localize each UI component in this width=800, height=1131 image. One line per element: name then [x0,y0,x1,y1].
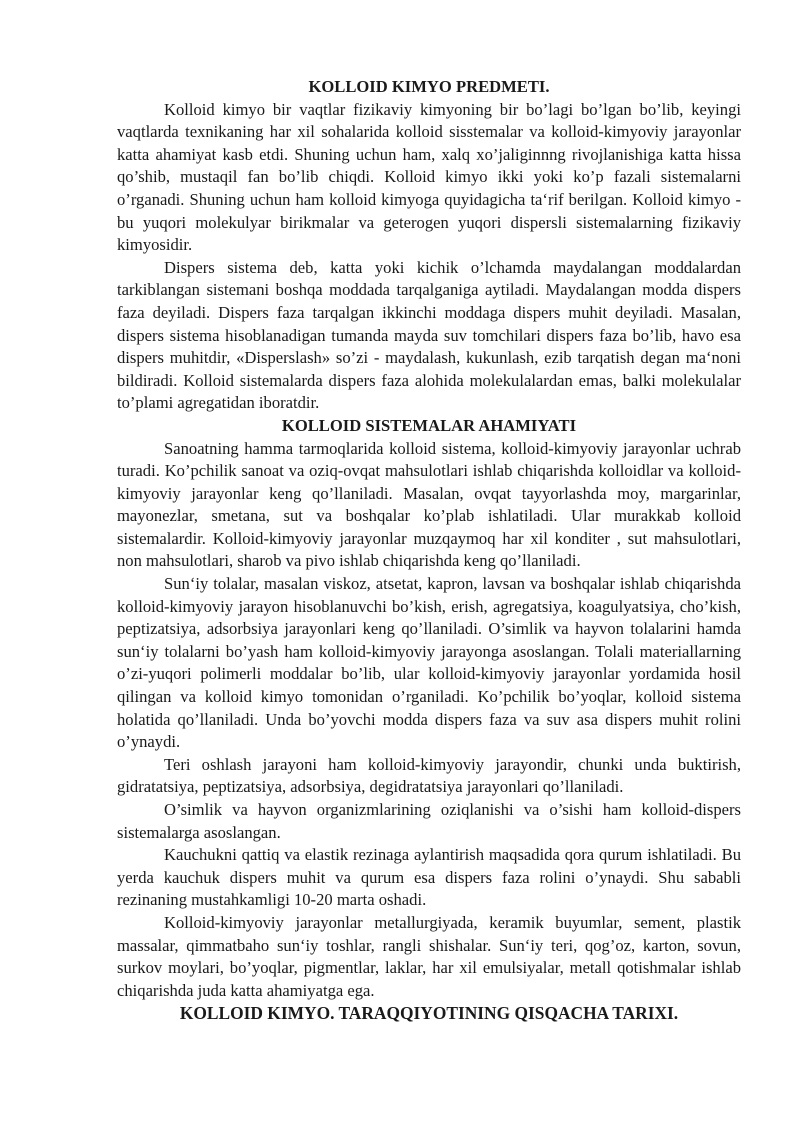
paragraph: Kolloid kimyo bir vaqtlar fizikaviy kimyoning bir bo’lagi bo’lgan bo’lib, keyingi vaqtlarda texnikaning har xil sohalarida kolloid sisstemalar va kolloid-kimyoviy jarayonlar katta ahamiyat kasb etdi. Shuning uchun ham, xalq xo’jaliginnng rivojlanishiga katta hissa qo’shib, mustaqil fan bo’lib chiqdi. Kolloid kimyo ikki yoki ko’p fazali sistemalarni o’rganadi. Shuning uchun ham kolloid kimyoga quyidagicha ta‘rif berilgan. Kolloid kimyo - bu yuqori molekulyar birikmalar va geterogen yuqori dispersli sistemalarning fizikaviy kimyosidir. [117,99,741,255]
page-title: KOLLOID KIMYO PREDMETI. [308,77,550,96]
section-title: KOLLOID SISTEMALAR AHAMIYATI [281,415,577,435]
paragraph: O’simlik va hayvon organizmlarining oziqlanishi va o’sishi ham kolloid-dispers sistemalarga asoslangan. [117,800,741,842]
paragraph: Sanoatning hamma tarmoqlarida kolloid sistema, kolloid-kimyoviy jarayonlar uchrab turadi. Ko’pchilik sanoat va oziq-ovqat mahsulotlari ishlab chiqarishda kolloidlar va kolloid-kimyoviy jarayonlar keng qo’llaniladi. Masalan, ovqat tayyorlashda moy, margarinlar, mayonezlar, smetana, sut va boshqalar ko’plab ishlatiladi. Ular murakkab kolloid sistemalardir. Kolloid-kimyoviy jarayonlar muzqaymoq har xil konditer , sut mahsulotlari, non mahsulotlari, sharob va pivo ishlab chiqarishda keng qo’llaniladi. [117,438,741,571]
paragraph: Sun‘iy tolalar, masalan viskoz, atsetat, kapron, lavsan va boshqalar ishlab chiqarishda kolloid-kimyoviy jarayon hisoblanuvchi bo’kish, erish, agregatsiya, koagulyatsiya, cho’kish, peptizatsiya, adsorbsiya jarayonlari keng qo’llaniladi. O’simlik va hayvon tolalarini hamda sun‘iy tolalarni bo’yash ham kolloid-kimyoviy jarayonga asoslangan. Tolali materiallarning o’zi-yuqori polimerli moddalar bo’lib, ular kolloid-kimyoviy jarayonlar yordamida hosil qilingan va kolloid kimyo tomonidan o’rganiladi. Ko’pchilik bo’yoqlar, kolloid sistema holatida qo’llaniladi. Unda bo’yovchi modda dispers faza va suv asa dispers muhit rolini o’ynaydi. [117,574,741,752]
paragraph: Kolloid-kimyoviy jarayonlar metallurgiyada, keramik buyumlar, sement, plastik massalar, qimmatbaho sun‘iy toshlar, rangli shishalar. Sun‘iy teri, qog’oz, karton, sovun, surkov moylari, bo’yoqlar, pigmentlar, laklar, har xil emulsiyalar, metall qotishmalar ishlab chiqarishda juda katta ahamiyatga ega. [117,912,741,1000]
paragraph: Kauchukni qattiq va elastik rezinaga aylantirish maqsadida qora qurum ishlatiladi. Bu yerda kauchuk dispers muhit va qurum esa dispers faza rolini o’ynaydi. Shu sababli rezinaning mustahkamligi 10-20 marta oshadi. [117,845,741,910]
section-title: KOLLOID KIMYO. TARAQQIYOTINING QISQACHA TARIXI. [179,1003,679,1024]
paragraph: Dispers sistema deb, katta yoki kichik o’lchamda maydalangan moddalardan tarkiblangan sistemani boshqa moddada tarqalganiga aytiladi. Maydalangan modda dispers faza deyiladi. Dispers faza tarqalgan ikkinchi moddaga dispers muhit deyiladi. Masalan, dispers sistema hisoblanadigan tumanda mayda suv tomchilari dispers faza bo’lib, havo esa dispers muhitdir, «Disperslash» so’zi - maydalash, kukunlash, ezib tarqatish degan ma‘noni bildiradi. Kolloid sistemalarda dispers faza alohida molekulalardan emas, balki molekulalar to’plami agregatidan iboratdir. [117,257,741,413]
document-page [117,76,741,1025]
paragraph: Teri oshlash jarayoni ham kolloid-kimyoviy jarayondir, chunki unda buktirish, gidratatsiya, peptizatsiya, adsorbsiya, degidratatsiya jarayonlari qo’llaniladi. [117,754,741,797]
